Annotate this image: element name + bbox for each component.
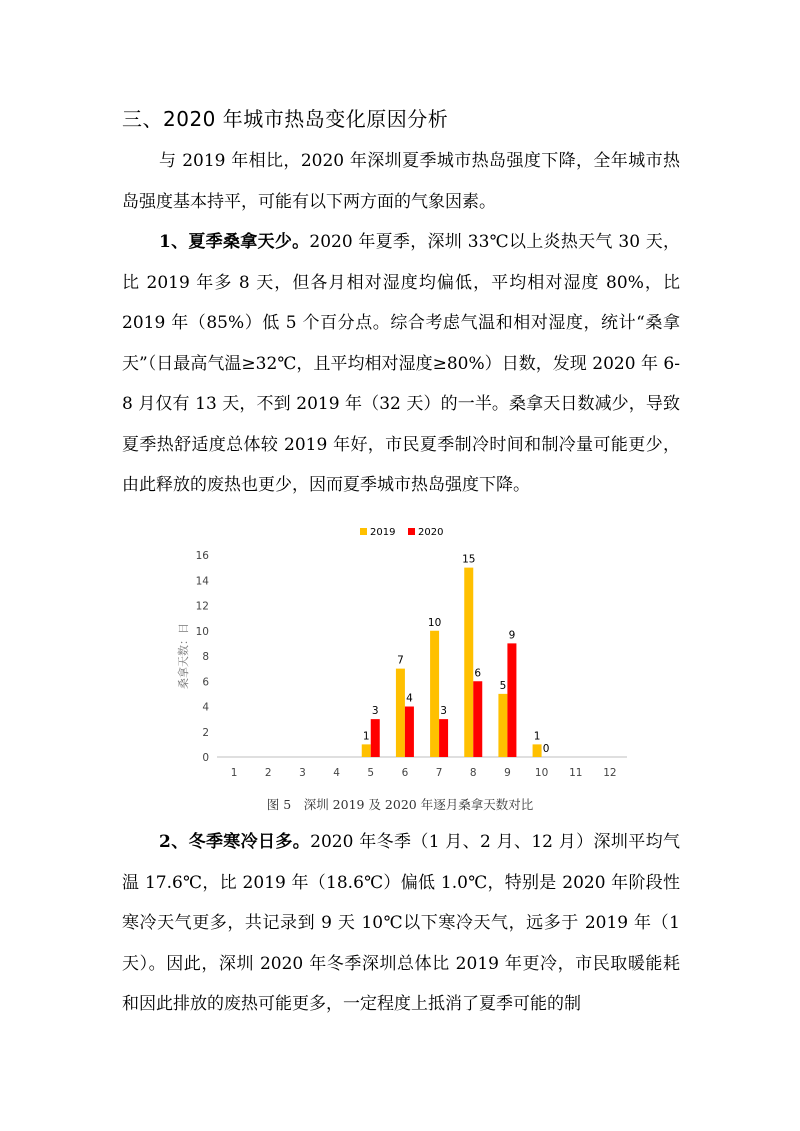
bar-2019-month-5 [362,744,371,757]
y-tick-label: 4 [202,701,209,714]
bar-2020-month-9 [507,643,516,757]
y-tick-label: 10 [195,625,209,638]
y-tick-label: 2 [202,726,209,739]
bar-2020-month-8 [473,681,482,757]
sauna-days-chart [165,520,635,785]
x-tick-label: 2 [264,767,272,779]
paragraph-intro [122,141,680,222]
legend-swatch-2020 [408,528,415,535]
paragraph-intro-text: 与 2019 年相比，2020 年深圳夏季城市热岛强度下降，全年城市热岛强度基本持平，可能有以下两方面的气象因素。 [122,151,680,212]
legend-label-2019: 2019 [370,527,396,538]
data-label-2019-month-9: 5 [499,679,507,692]
paragraph-winter-text: 2020 年冬季（1 月、2 月、12 月）深圳平均气温 17.6℃，比 2019 年（18.6℃）偏低 1.0℃，特别是 2020 年阶段性寒冷天气更多，共记录到 9 天 10℃以下寒冷天气，远多于 2019 年（1 天）。因此，深圳 2020 年冬季深圳总体比 2019 年更冷，市民取暖能耗和因此排放的废热可能更多，一定程度上抵消了夏季可能的制 [122,832,680,1014]
legend-swatch-2019 [360,528,367,535]
data-label-2020-month-8: 6 [474,667,482,680]
data-label-2019-month-10: 1 [533,730,541,743]
bar-2019-month-10 [533,744,542,757]
bar-2019-month-9 [498,694,507,757]
figure-caption: 图 5 深圳 2019 及 2020 年逐月桑拿天数对比 [266,797,534,812]
bar-2020-month-5 [371,719,380,757]
bar-2019-month-8 [464,568,473,757]
y-tick-label: 16 [195,550,209,562]
bar-2020-month-7 [439,719,448,757]
x-tick-label: 3 [299,767,306,779]
data-label-2019-month-6: 7 [397,654,404,667]
data-label-2020-month-9: 9 [508,629,516,642]
data-label-2020-month-6: 4 [406,692,413,705]
y-tick-label: 0 [202,752,209,764]
x-tick-label: 7 [435,767,443,779]
y-tick-label: 14 [195,575,209,588]
paragraph-winter-lead: 2、冬季寒冷日多。 [159,832,311,852]
x-tick-label: 12 [603,767,617,779]
paragraph-summer-text: 2020 年夏季，深圳 33℃以上炎热天气 30 天，比 2019 年多 8 天，但各月相对湿度均偏低，平均相对湿度 80%，比 2019 年（85%）低 5 个百分点。综合考虑气温和相对湿度，统计“桑拿天”（日最高气温≥32℃，且平均相对湿度≥80%）日数，发现 2020 年 6-8 月仅有 13 天，不到 2019 年（32 天）的一半。桑拿天日数减少，导致夏季热舒适度总体较 2019 年好，市民夏季制冷时间和制冷量可能更少，由此释放的废热也更少，因而夏季城市热岛强度下降。 [122,232,680,495]
x-tick-label: 4 [333,767,340,779]
x-tick-label: 5 [367,767,375,779]
bar-2020-month-6 [405,707,414,758]
x-tick-label: 11 [569,767,583,779]
x-tick-label: 8 [469,767,477,779]
data-label-2020-month-5: 3 [371,705,379,718]
x-tick-label: 10 [534,767,549,779]
x-tick-label: 1 [230,767,238,779]
y-axis-label: 桑拿天数：日 [177,623,190,689]
data-label-2019-month-8: 15 [462,553,476,566]
data-label-2019-month-5: 1 [362,730,370,743]
x-tick-label: 6 [401,767,409,779]
paragraph-summer [122,222,680,506]
bar-2019-month-7 [430,631,439,757]
data-label-2019-month-7: 10 [427,616,442,629]
data-label-2020-month-10: 0 [542,743,550,755]
x-tick-label: 9 [504,767,511,779]
data-label-2020-month-7: 3 [440,705,447,718]
bar-2019-month-6 [396,669,405,757]
y-tick-label: 12 [195,600,209,613]
y-tick-label: 8 [202,651,209,663]
y-tick-label: 6 [202,676,209,689]
chart-svg [165,520,635,785]
paragraph-winter [122,822,680,1025]
section-heading: 三、2020 年城市热岛变化原因分析 [122,107,449,131]
paragraph-summer-lead: 1、夏季桑拿天少。 [159,232,310,252]
legend-label-2020: 2020 [418,527,444,538]
